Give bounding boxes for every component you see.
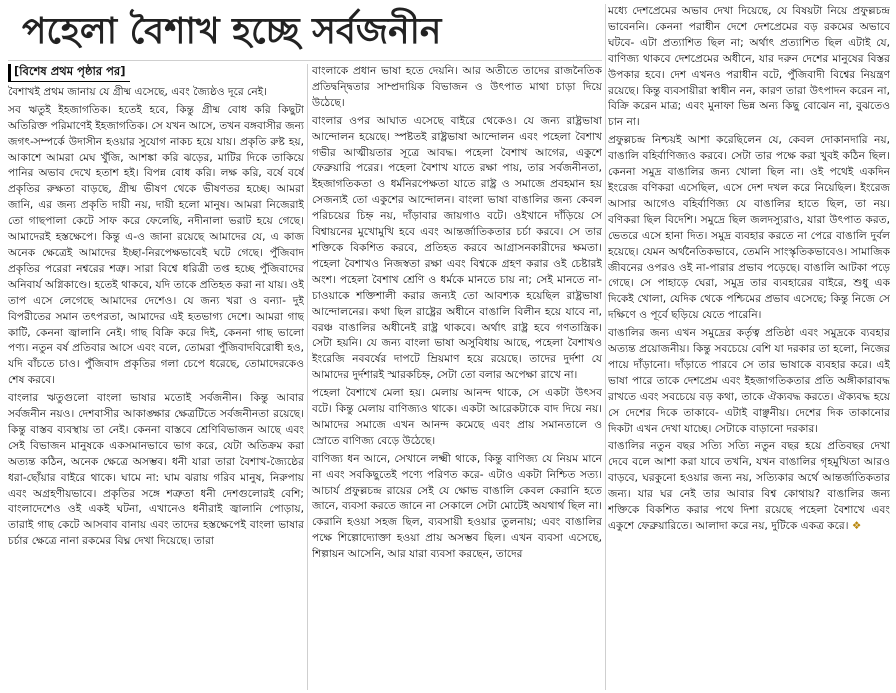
column-divider-2 xyxy=(605,4,606,690)
article-column-1 xyxy=(8,64,304,690)
paragraph: সব ঋতুই ইহজাগতিক। হতেই হবে, কিন্তু গ্রীষ্ম বোধ করি কিছুটা অতিরিক্ত পরিমাণেই ইহজাগতিক। সে যখন আসে, তখন বঙ্গবাসীর জন্য জগৎ-সম্পর্কে উদাসীন হওয়ার সুযোগ নাকচ হয়ে যায়। প্রকৃতি রুষ্ট হয়, আকাশে আমরা মেঘ খুঁজি, আশঙ্কা করি ঝড়ের, মাটির দিকে তাকিয়ে পানির অভাব দেখে হতাশ হই। বিপন্ন বোধ করি। লক্ষ করি, বর্ষে বর্ষে প্রকৃতির রুক্ষতা বাড়ছে, গ্রীষ্ম ভীষণ থেকে ভীষণতর হচ্ছে। আমরা জানি, এর জন্য প্রকৃতি দায়ী নয়, দায়ী হলো মানুষ। আমরা নিজেরাই তো গাছপালা কেটে সাফ করে ফেলেছি, নদীনালা ভরাট হয়ে গেছে। আমাদেরই হস্তক্ষেপে। কিন্তু এ-ও জানা রয়েছে আমাদের যে, এ কাজ অনেক ক্ষেত্রেই আমাদের ইচ্ছা-নিরপেক্ষভাবেই ঘটে গেছে। পুঁজিবাদ প্রকৃতির পরেরা নশ্বরের শত্রু। সারা বিশ্বে ধরিত্রী তপ্ত হচ্ছে পুঁজিবাদের অনিবার্য অগ্নিকাণ্ডে। হতেই থাকবে, যদি তাকে প্রতিহত করা না যায়। ওই তাপ এসে লেগেছে আমাদের দেশেও। যে জন্য খরা ও বন্যা- দুই বিপরীতের সমান তৎপরতা, আমাদের এই হতভাগ্য দেশে। আমরা গাছ কাটি, কেননা জ্বালানি নেই। গাছ বিক্রি করে দিই, কেননা গাছ ভালো পণ্য। নতুন বর্ষ প্রতিবার আসে এবং বলে, তোমরা পুঁজিবাদবিরোধী হও, যদি বাঁচতে চাও। পুঁজিবাদ প্রকৃতির গলা চেপে ধরেছে, তোমাদেরকেও শেষ করবে। xyxy=(8,103,304,387)
paragraph: প্রফুল্লচন্দ্র নিশ্চয়ই আশা করেছিলেন যে, কেবল দোকানদারি নয়, বাঙালি বহির্বাণিজ্যও করবে। সেটা তার পক্ষে করা খুবই কঠিন ছিল। কেননা সমুদ্র বাঙালির জন্য খোলা ছিল না। ওই পথেই একদিন ইংরেজ বণিকরা এসেছিল, এসে দেশ দখল করে নিয়েছিল। ইংরেজ আসার আগেও বহির্বাণিজ্য যে বাঙালির হাতে ছিল, তা নয়। বণিকরা ছিল বিদেশি। সমুদ্রে ছিল জলদস্যুরাও, যারা উৎপাত করত, ভেতরে এসে হানা দিত। সমুদ্র ব্যবহার করতে না পেরে বাঙালি দুর্বল হয়েছে। যেমন অর্থনৈতিকভাবে, তেমনি সাংস্কৃতিকভাবেও। সামাজিক জীবনের ওপরও ওই না-পারার প্রভাব পড়েছে। বাঙালি আটকা পড়ে গেছে। সে পাহাড়ে ঘেরা, সমুদ্র তার ব্যবহারের বাইরে, শুধু এক দিকেই খোলা, যেদিক থেকে পশ্চিমের প্রভাব এসেছে; কিন্তু নিজে সে দক্ষিণে ও পূর্বে ছড়িয়ে যেতে পারেনি। xyxy=(608,134,890,322)
headline-rule xyxy=(8,60,602,61)
article-column-3 xyxy=(608,4,890,690)
paragraph-last xyxy=(608,439,890,534)
paragraph: বৈশাখই প্রথম জানায় যে গ্রীষ্ম এসেছে, এবং জ্যৈষ্ঠও দূরে নেই। xyxy=(8,85,267,98)
paragraph: পহেলা বৈশাখে মেলা হয়। মেলায় আনন্দ থাকে, সে একটা উৎসব বটে। কিন্তু মেলায় বাণিজ্যও থাকে। একটা আরেকটাকে বাদ দিয়ে নয়। আমাদের সমাজে এখন আনন্দ কমেছে এবং প্রায় সমানতালে ও স্রোতে বাণিজ্য বেড়ে উঠেছে। xyxy=(312,387,602,447)
paragraph: বাণিজ্য ধন আনে, সেখানে লক্ষ্মী থাকে, কিন্তু বাণিজ্য যে নিয়ম মানে না এবং সবকিছুতেই পণ্যে পরিণত করে- এটাও একটা নিশ্চিত সত্য। আচার্য প্রফুল্লচন্দ্র রায়ের সেই যে ক্ষোভ বাঙালি কেবল কেরানি হতে জানে, ব্যবসা করতে জানে না সেকালে সেটা মোটেই অযথার্থ ছিল না। কেরানি হওয়া সহজ ছিল, ব্যবসায়ী হওয়ার তুলনায়; এবং বাঙালির পক্ষে শিল্পোদ্যোক্তা হওয়া প্রায় অসম্ভব ছিল। এখন ব্যবসা এসেছে, শিল্পায়ন আসেনি, আর যারা ব্যবসা করছেন, তাদের xyxy=(312,452,602,561)
paragraph-last-text: বাঙালির নতুন বছর সত্যি সত্যি নতুন বছর হয়ে প্রতিবছর দেখা দেবে বলে আশা করা যাবে তখনি, যখন বাঙালির গৃহমুখিতা আরও বাড়বে, ঘরকুনো হওয়ার জন্য নয়, সত্যিকার অর্থে আন্তর্জাতিকতার জন্য। যার ঘর নেই তার আবার বিশ্ব কোথায়? বাঙালির জন্য শক্তিকে বিকশিত করার পথে দিশা রয়েছে পহেলা বৈশাখে এবং একুশে ফেব্রুয়ারিতে। আলাদা করে নয়, দুটিকে একত্র করে। xyxy=(608,440,890,532)
kicker-text: বিশেষ প্রথম পৃষ্ঠার পর xyxy=(19,64,121,78)
article-column-2 xyxy=(312,64,602,690)
paragraph: বাংলার ঋতুগুলো বাংলা ভাষার মতোই সর্বজনীন। কিন্তু আবার সর্বজনীন নয়ও। দেশবাসীর আকাঙ্ক্ষার ক্ষেত্রটিতে সর্বজনীনতা রয়েছে। কিন্তু বাস্তব ব্যবস্থায় তা নেই। কেননা বাস্তবে শ্রেণিবিভাজন আছে এবং সেই বিভাজন মানুষকে একসমানভাবে ভাগ করে, যেটা অতিক্রম করা অত্যন্ত কঠিন, অনেক ক্ষেত্রে অসম্ভব। ধনী যারা তারা বৈশাখ-জ্যৈষ্ঠের ধরা-ছোঁয়ার বাইরে থাকে। ঘামে না: ঘাম ঝরায় গরিব মানুষ, নিরুপায় এবং অগ্রহণীয়ভাবে। প্রকৃতির সঙ্গে শত্রুতা ধনী দেশগুলোরই বেশি; বাংলাদেশেও ওই একই ঘটনা, এখানেও ধনীরাই জ্বালানি পোড়ায়, তারাই গাছ কেটে আসবাব বানায় এবং তাদের হস্তক্ষেপেই বাংলা ভাষার চর্চার ক্ষেত্রে নানা রকমের বিঘ্ন দেখা দিয়েছে। তারা xyxy=(8,392,304,548)
paragraph: বাঙালির জন্য এখন সমুদ্রের কর্তৃত্ব প্রতিষ্ঠা এবং সমুদ্রকে ব্যবহার অত্যন্ত প্রয়োজনীয়। কিন্তু সবচেয়ে বেশি যা দরকার তা হলো, নিজের পায়ে দাঁড়ানো। দাঁড়াতে পারবে সে তার ভাষাকে ব্যবহার করে। এই ভাষা পারে তাকে দেশপ্রেম এবং ইহজাগতিকতার প্রতি অঙ্গীকারাবদ্ধ রাখতে এবং সবচেয়ে বড় কথা, তাকে ঐক্যবদ্ধ করতে। ঐক্যবদ্ধ হয়ে সে দেশের দিকে তাকাবে- এটাই বাঞ্ছনীয়। দেশের দিক তাকানোর দিকটা এখন দেখা যাচ্ছে। সেটাকে বাড়ানো দরকার। xyxy=(608,327,890,435)
column-divider-1 xyxy=(307,64,308,690)
paragraph: মধ্যে দেশপ্রেমের অভাব দেখা দিয়েছে, যে বিষয়টা নিয়ে প্রফুল্লচন্দ্র ভাবেননি। কেননা পরাধীন দেশে দেশপ্রেমের বড় রকমের অভাবে ঘটবে- এটা প্রত্যাশিত ছিল না; অর্থাৎ প্রত্যাশিত ছিল এটাই যে, বাণিজ্য থাকবে দেশপ্রেমের অধীনে, যার দরুন দেশের মানুষের বিস্তর উপকার হবে। দেশ এখনও পরাধীন বটে, পুঁজিবাদী বিশ্বের নিয়ন্ত্রণ রয়েছে। কিন্তু ব্যবসায়ীরা স্বাধীন নন, কারণ তারা উৎপাদন করেন না, বিক্রি করেন মাত্র; এবং মুনাফা ভিন্ন অন্য কিছু বোঝেন না, বুঝতেও চান না। xyxy=(608,5,890,129)
paragraph: বাংলার ওপর আঘাত এসেছে বাইরে থেকেও। যে জন্য রাষ্ট্রভাষা আন্দোলন হয়েছে। স্পষ্টতই রাষ্ট্রভাষা আন্দোলন এবং পহেলা বৈশাখ গভীর আত্মীয়তার সূত্রে আবদ্ধ। পহেলা বৈশাখ আগের, একুশে ফেব্রুয়ারি পরের। পহেলা বৈশাখ যাতে রক্ষা পায়, তার সর্বজনীনতা, ইহজাগতিকতা ও ধর্মনিরপেক্ষতা যাতে রাষ্ট্র ও সমাজে প্রবহমান হয় সেজন্যই তো একুশের আন্দোলন। বাংলা ভাষা বাঙালির জন্য কেবল পরিচয়ের চিহ্ন নয়, দাঁড়াবার জায়গাও বটে। ওইখানে দাঁড়িয়ে সে বিশ্বায়নের মুখোমুখি হবে এবং আন্তর্জাতিকতার চর্চা করবে। সে তার শক্তিকে বিকশিত করবে, প্রতিহত করবে আগ্রাসনকারীদের ক্ষমতা। পহেলা বৈশাখও নিজস্বতা রক্ষা এবং বিশ্বকে গ্রহণ করার ওই চেষ্টারই অংশ। পহেলা বৈশাখ শ্রেণি ও ধর্মকে মানতে চায় না; সেই মানতে না-চাওয়াকে শক্তিশালী করার জন্যই তো আবশ্যক হয়েছিল রাষ্ট্রভাষা আন্দোলনের। কথা ছিল রাষ্ট্রের অধীনে বাঙালি বিলীন হয়ে যাবে না, বরঞ্চ বাঙালির অধীনেই রাষ্ট্র থাকবে। অর্থাৎ রাষ্ট্র হবে গণতান্ত্রিক। সেটা হয়নি। যে জন্য বাংলা ভাষা অসুবিধায় আছে, পহেলা বৈশাখও ইংরেজি নববর্ষের দাপটে ম্রিয়মাণ হয়ে রয়েছে। তাদের দুর্দশা যে আমাদের দুর্দশারই স্মারকচিহ্ন, সেটা তো বলার অপেক্ষা রাখে না। xyxy=(312,114,602,382)
paragraph: বাংলাকে প্রধান ভাষা হতে দেয়নি। আর অতীতে তাদের রাজনৈতিক প্রতিদ্বন্দ্বিতার সাম্প্রদায়িক বিভাজন ও উৎপাত মাথা চাড়া দিয়ে উঠেছে। xyxy=(312,65,602,109)
headline: পহেলা বৈশাখ হচ্ছে সর্বজনীন xyxy=(22,11,442,52)
end-mark-icon: ❖ xyxy=(851,520,862,532)
continuation-kicker: [বিশেষ প্রথম পৃষ্ঠার পর] xyxy=(8,64,130,82)
